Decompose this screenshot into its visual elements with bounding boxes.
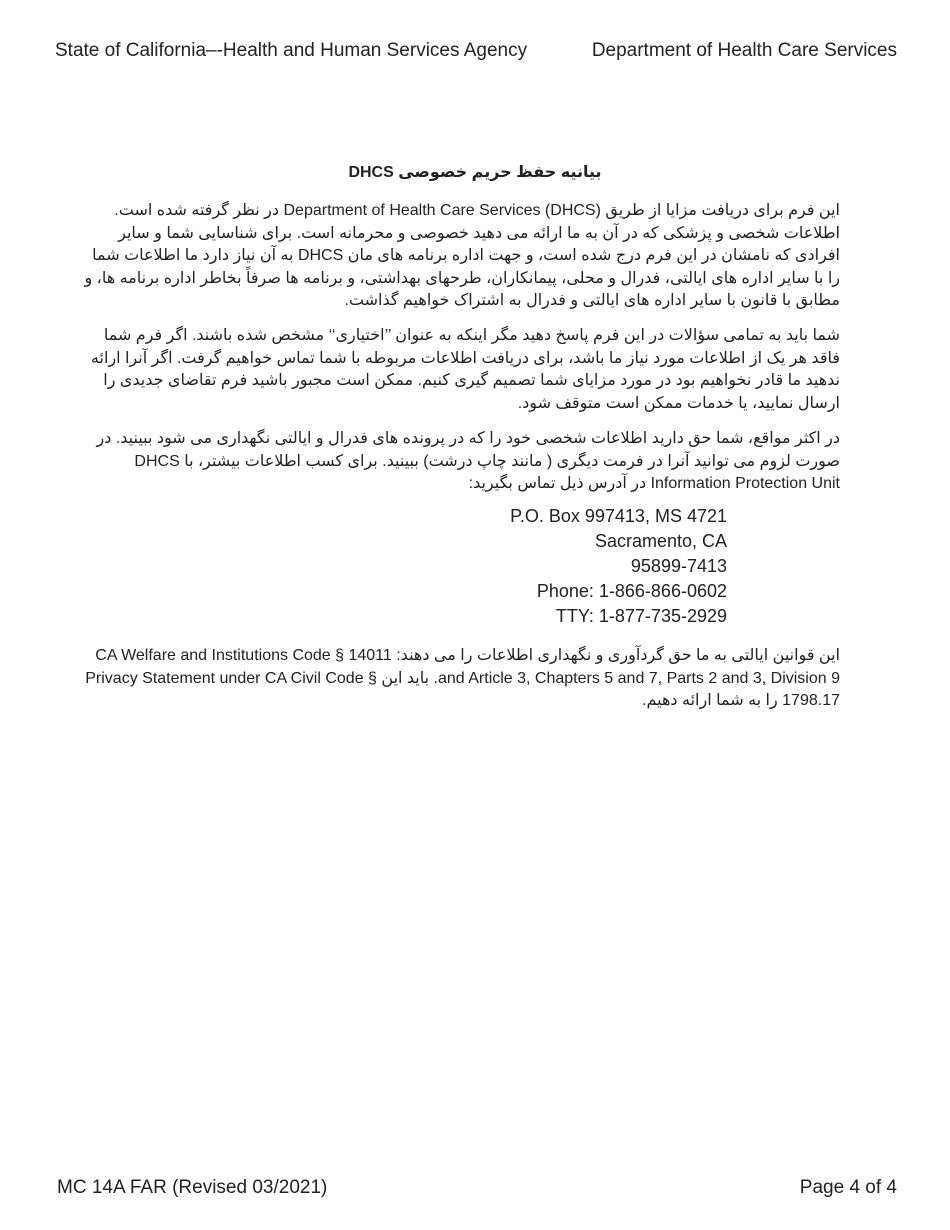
privacy-paragraph-required-questions: شما باید به تمامی سؤالات در این فرم پاسخ دهید مگر اینکه به عنوان ’’اختیاری‘‘ مشخص شده باشند. اگر فرم شما فاقد هر یک از اطلاعات مورد نیاز ما باشد، برای دریافت اطلاعات مربوطه با شما تماس خواهیم گرفت. اگر آنرا ارائه ندهید ما قادر نخواهیم بود در مورد مزایای شما تصمیم گیری کنیم. ممکن است مجبور باشید فرم تقاضای جدیدی را ارسال نمایید، یا خدمات ممکن است متوقف شود.	[90, 327, 840, 412]
footer-page-number: Page 4 of 4	[799, 1177, 897, 1198]
address-city: Sacramento, CA	[594, 531, 727, 551]
address-zip: 95899-7413	[630, 556, 727, 576]
header-agency: State of California–-Health and Human Services Agency	[55, 40, 528, 61]
contact-phone: Phone: 1-866-866-0602	[536, 581, 727, 601]
header-department: Department of Health Care Services	[591, 40, 897, 61]
privacy-paragraph-legal-basis: این قوانین ایالتی به ما حق گردآوری و نگهداری اطلاعات را می دهند: CA Welfare and Institutions Code § 14011 and Article 3, Chapters 5 and 7, Parts 2 and 3, Division 9. باید این Privacy Statement under CA Civil Code § 1798.17 را به شما ارائه دهیم.	[85, 647, 840, 709]
privacy-paragraph-access-rights: در اکثر مواقع، شما حق دارید اطلاعات شخصی خود را که در پرونده های فدرال و ایالتی نگهداری می شود ببینید. در صورت لزوم می توانید آنرا در فرمت دیگری ( مانند چاپ درشت) ببینید. برای کسب اطلاعات بیشتر، با DHCS Information Protection Unit در آدرس ذیل تماس بگیرید:	[96, 430, 840, 492]
address-po-box: P.O. Box 997413, MS 4721	[510, 506, 727, 526]
contact-address-block	[510, 504, 727, 629]
page-title: بیانیه حفظ حریم خصوصی DHCS	[348, 164, 602, 181]
footer-form-id: MC 14A FAR (Revised 03/2021)	[57, 1177, 328, 1198]
privacy-paragraph-purpose: این فرم برای دریافت مزایا از طریق Department of Health Care Services (DHCS) در نظر گرفته شده است. اطلاعات شخصی و پزشکی که در آن به ما ارائه می دهید خصوصی و محرمانه است. برای شناسایی شما و سایر افرادی که نامشان در این فرم درج شده است، و جهت اداره برنامه های مان DHCS به آن نیاز دارد ما اطلاعات شما را با سایر اداره های ایالتی، فدرال و محلی، پیمانکاران، طرحهای بهداشتی، و برنامه ها صرفاً بخاطر اداره برنامه ها، و مطابق با قانون با سایر اداره های ایالتی و فدرال به اشتراک خواهیم گذاشت.	[84, 202, 840, 309]
contact-tty: TTY: 1-877-735-2929	[555, 606, 727, 626]
